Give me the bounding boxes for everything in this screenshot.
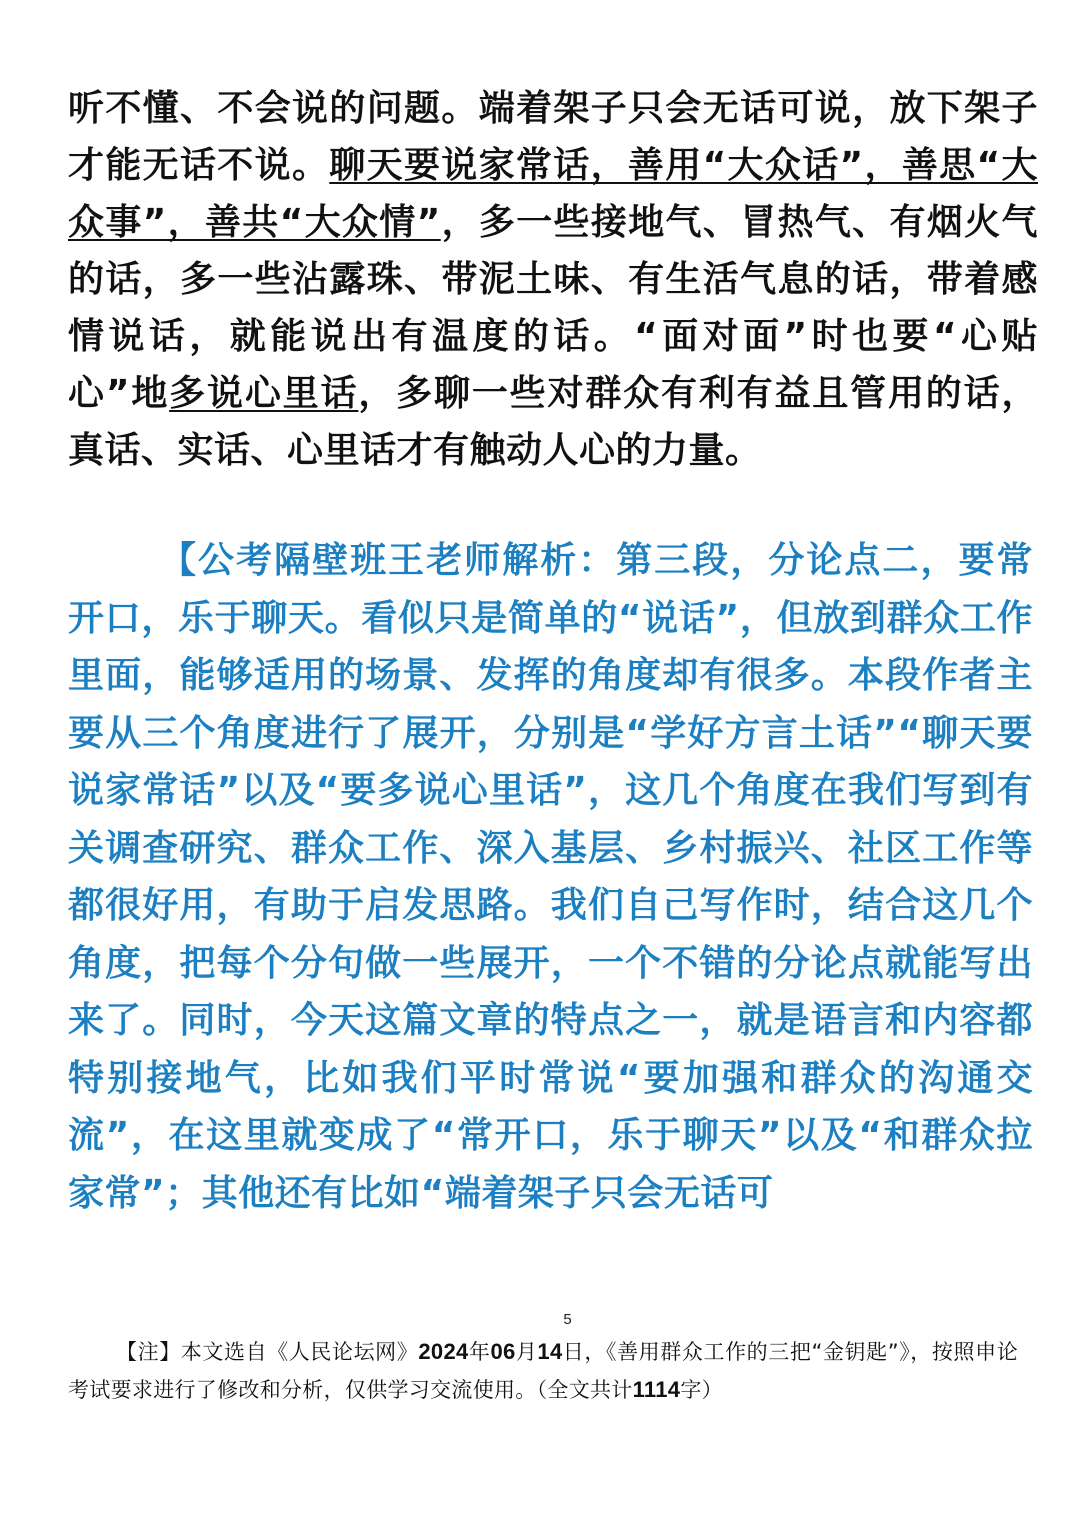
note-text-5: 字） [680,1378,723,1402]
underlined-phrase-heart: 多说心里话 [169,373,359,414]
note-word-count: 1114 [632,1377,681,1402]
note-year: 2024 [418,1339,469,1364]
note-text-4: 日，《善用群众工作的三把“金钥匙”》，按照申论考试要求进行了修改和分析，仅供学习交流使用。（全文共计 [68,1340,1018,1402]
article-text-1: 听不懂、不会说的问题。端着架子只会无话可说，放下架子才能无话不说。 [68,88,1038,186]
source-note [68,1333,1018,1409]
note-day: 14 [537,1339,563,1364]
article-paragraph [68,80,1038,479]
article-text-2: ，多一些接地气、冒热气、有烟火气的话，多一些沾露珠、带泥土味、有生活气息的话，带着感情说话，就能说出有温度的话。“面对面”时也要“心贴心”地 [68,202,1038,414]
note-text-1: 【注】本文选自《人民论坛网》 [116,1340,419,1364]
note-text-3: 月 [515,1340,538,1364]
note-month: 06 [490,1339,516,1364]
teacher-analysis-paragraph: 【公考隔壁班王老师解析：第三段，分论点二，要常开口，乐于聊天。看似只是简单的“说话”，但放到群众工作里面，能够适用的场景、发挥的角度却有很多。本段作者主要从三个角度进行了展开，分别是“学好方言土话”“聊天要说家常话”以及“要多说心里话”，这几个角度在我们写到有关调查研究、群众工作、深入基层、乡村振兴、社区工作等都很好用，有助于启发思路。我们自己写作时，结合这几个角度，把每个分句做一些展开，一个不错的分论点就能写出来了。同时，今天这篇文章的特点之一，就是语言和内容都特别接地气，比如我们平时常说“要加强和群众的沟通交流”，在这里就变成了“常开口，乐于聊天”以及“和群众拉家常”；其他还有比如“端着架子只会无话可 [68,540,1033,1214]
page-number: 5 [563,1311,572,1328]
note-text-2: 年 [468,1340,491,1364]
underlined-phrase-chat: 聊天要说家常话，善用“大众话”，善思“大众事”，善共“大众情” [68,145,1038,243]
article-text-3: ，多聊一些对群众有利有益且管用的话，真话、实话、心里话才有触动人心的力量。 [68,373,1038,471]
